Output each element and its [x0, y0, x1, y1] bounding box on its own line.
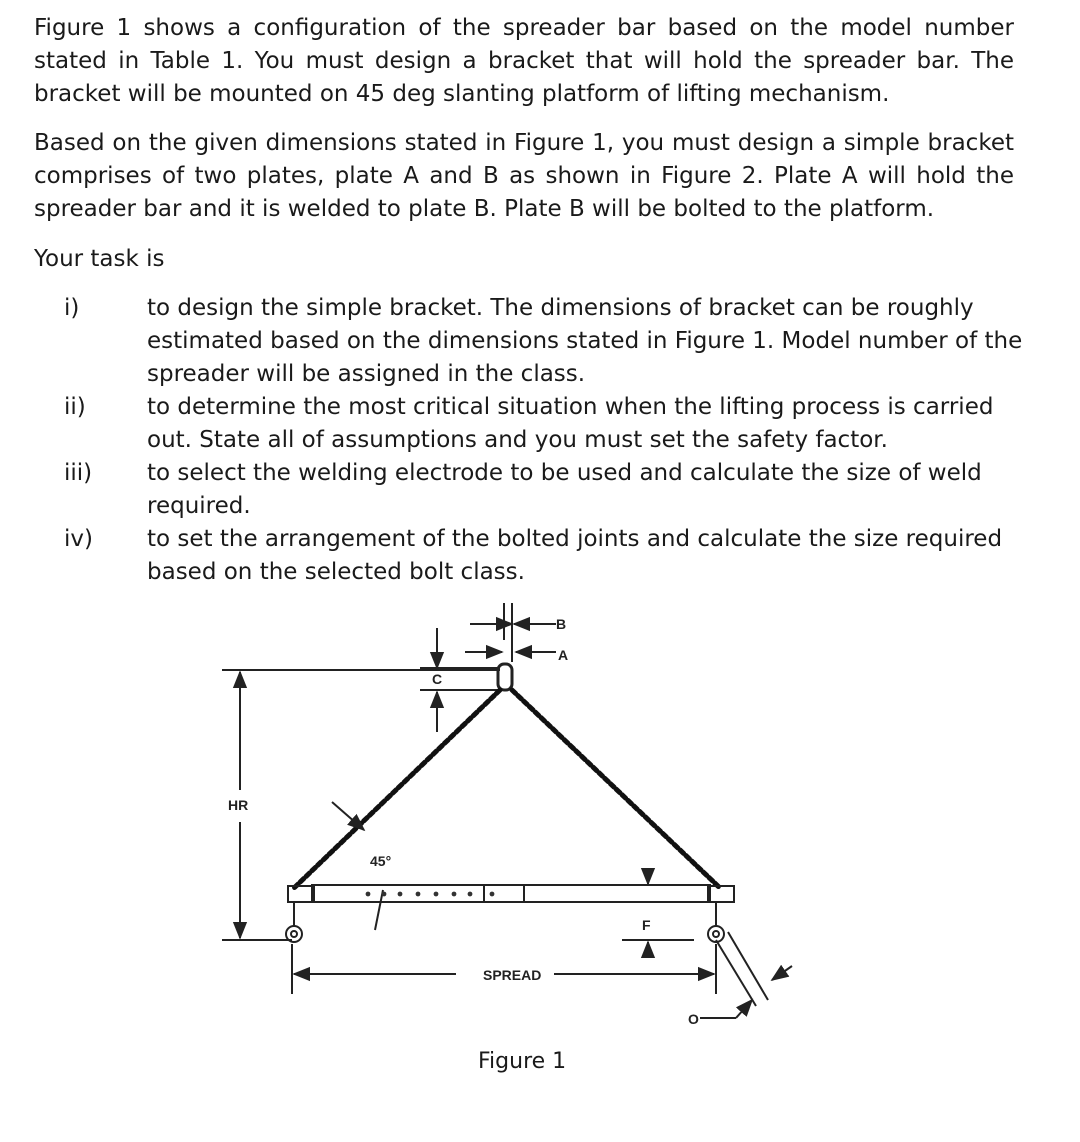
label-o: O: [688, 1011, 699, 1027]
task-intro: Your task is: [34, 246, 165, 272]
task-text: to set the arrangement of the bolted joints and calculate the size required based on the selected bolt class.: [147, 526, 1003, 585]
label-hr: HR: [228, 797, 249, 813]
task-text: to design the simple bracket. The dimensions of bracket can be roughly estimated based on the dimensions stated in Figure 1. Model number of the spreader will be assigned in the class.: [147, 295, 1023, 387]
bar-holes: [366, 892, 495, 897]
task-number: iii): [64, 460, 93, 486]
task-text: to select the welding electrode to be used and calculate the size of weld required.: [147, 460, 982, 519]
label-b: B: [556, 616, 567, 632]
label-c: C: [432, 671, 443, 687]
label-a: A: [558, 647, 569, 663]
top-hardware: [465, 603, 556, 690]
label-angle: 45°: [370, 853, 392, 869]
dimension-hr: [222, 670, 500, 940]
spreader-bar-figure: [0, 590, 1080, 1142]
task-list: [34, 292, 1024, 589]
spreader-bar: [286, 885, 734, 942]
paragraph-2: Based on the given dimensions stated in Figure 1, you must design a simple bracket comprises of two plates, plate A and B as shown in Figure 2. Plate A will hold the spreader bar and it is welded to plate B. Plate B will be bolted to the platform.: [34, 130, 1014, 222]
task-item: [34, 292, 1024, 391]
task-item: [34, 457, 1024, 523]
paragraph-1: Figure 1 shows a configuration of the spreader bar based on the model number stated in Table 1. You must design a bracket that will hold the spreader bar. The bracket will be mounted on 45 deg slanting platform of lifting mechanism.: [34, 15, 1014, 107]
task-number: i): [64, 295, 80, 321]
dimension-f: [622, 868, 694, 958]
sling-chains: [294, 690, 720, 888]
task-number: iv): [64, 526, 93, 552]
task-number: ii): [64, 394, 86, 420]
task-text: to determine the most critical situation when the lifting process is carried out. State all of assumptions and you must set the safety factor.: [147, 394, 994, 453]
label-f: F: [642, 917, 651, 933]
task-item: [34, 391, 1024, 457]
label-spread: SPREAD: [483, 967, 542, 983]
chain-pointer: [332, 802, 364, 830]
figure-caption: Figure 1: [478, 1049, 567, 1074]
task-item: [34, 523, 1024, 589]
